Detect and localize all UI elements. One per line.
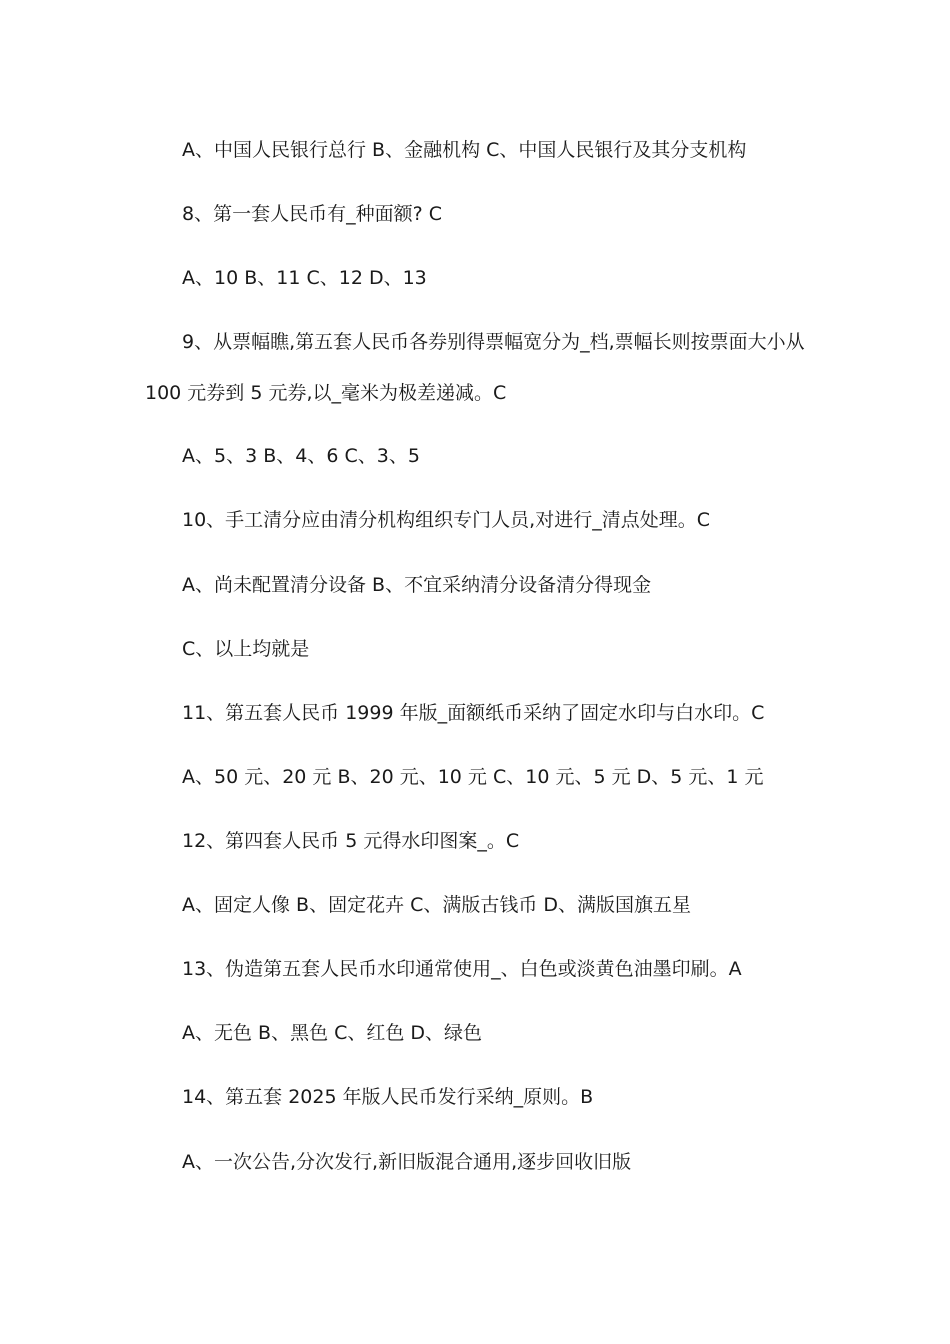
answer-options-9: A、5、3 B、4、6 C、3、5 <box>182 445 420 467</box>
answer-options-8: A、10 B、11 C、12 D、13 <box>182 267 427 289</box>
question-10: 10、手工清分应由清分机构组织专门人员,对进行_清点处理。C <box>182 509 710 531</box>
question-9-line-2: 100 元券到 5 元券,以_毫米为极差递减。C <box>145 382 507 404</box>
answer-options-7: A、中国人民银行总行 B、金融机构 C、中国人民银行及其分支机构 <box>182 139 747 161</box>
answer-options-12: A、固定人像 B、固定花卉 C、满版古钱币 D、满版国旗五星 <box>182 894 692 916</box>
question-11: 11、第五套人民币 1999 年版_面额纸币采纳了固定水印与白水印。C <box>182 702 765 724</box>
question-12: 12、第四套人民币 5 元得水印图案_。C <box>182 830 520 852</box>
answer-options-10-line-1: A、尚未配置清分设备 B、不宜采纳清分设备清分得现金 <box>182 574 652 596</box>
answer-options-11: A、50 元、20 元 B、20 元、10 元 C、10 元、5 元 D、5 元、1 元 <box>182 766 764 788</box>
question-14: 14、第五套 2025 年版人民币发行采纳_原则。B <box>182 1086 594 1108</box>
answer-options-10-line-2: C、以上均就是 <box>182 638 310 660</box>
question-9-line-1: 9、从票幅瞧,第五套人民币各券别得票幅宽分为_档,票幅长则按票面大小从 <box>182 331 805 353</box>
question-8: 8、第一套人民币有_种面额? C <box>182 203 442 225</box>
answer-options-14: A、一次公告,分次发行,新旧版混合通用,逐步回收旧版 <box>182 1151 632 1173</box>
answer-options-13: A、无色 B、黑色 C、红色 D、绿色 <box>182 1022 483 1044</box>
question-13: 13、伪造第五套人民币水印通常使用_、白色或淡黄色油墨印刷。A <box>182 958 742 980</box>
